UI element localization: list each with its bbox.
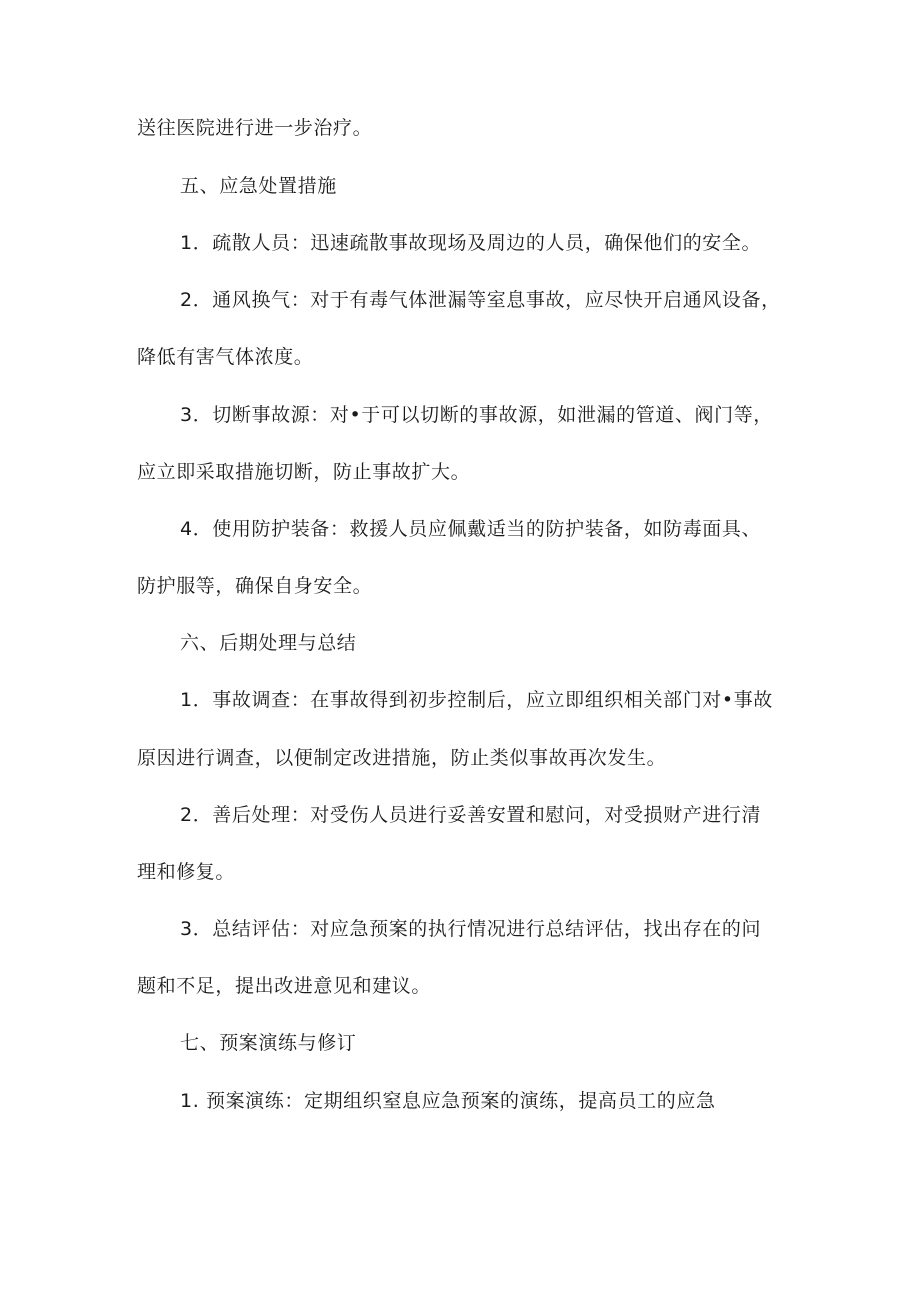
list-item: 1．疏散人员：迅速疏散事故现场及周边的人员，确保他们的安全。 — [180, 232, 762, 254]
section-heading-6: 六、后期处理与总结 — [180, 632, 357, 654]
list-item: 1．事故调查：在事故得到初步控制后，应立即组织相关部门对•事故 — [180, 689, 773, 711]
list-item-continuation: 应立即采取措施切断，防止事故扩大。 — [137, 461, 471, 483]
list-item: 1. 预案演练：定期组织窒息应急预案的演练，提高员工的应急 — [180, 1090, 716, 1112]
section-heading-7: 七、预案演练与修订 — [180, 1032, 357, 1054]
list-item-continuation: 原因进行调查，以便制定改进措施，防止类似事故再次发生。 — [137, 747, 667, 769]
list-item-continuation: 防护服等，确保自身安全。 — [137, 575, 373, 597]
list-item: 2．通风换气：对于有毒气体泄漏等室息事故，应尽快开启通风设备， — [180, 289, 781, 311]
list-item-continuation: 降低有害气体浓度。 — [137, 346, 314, 368]
paragraph-continuation: 送往医院进行进一步治疗。 — [137, 117, 373, 139]
list-item: 3．总结评估：对应急预案的执行情况进行总结评估，找出存在的问 — [180, 918, 762, 940]
section-heading-5: 五、应急处置措施 — [180, 175, 337, 197]
list-item: 2．善后处理：对受伤人员进行妥善安置和慰问，对受损财产进行清 — [180, 804, 762, 826]
list-item-continuation: 题和不足，提出改进意见和建议。 — [137, 975, 432, 997]
list-item-continuation: 理和修复。 — [137, 861, 236, 883]
list-item: 4．使用防护装备：救援人员应佩戴适当的防护装备，如防毒面具、 — [180, 518, 762, 540]
list-item: 3．切断事故源：对•于可以切断的事故源，如泄漏的管道、阀门等， — [180, 404, 773, 426]
